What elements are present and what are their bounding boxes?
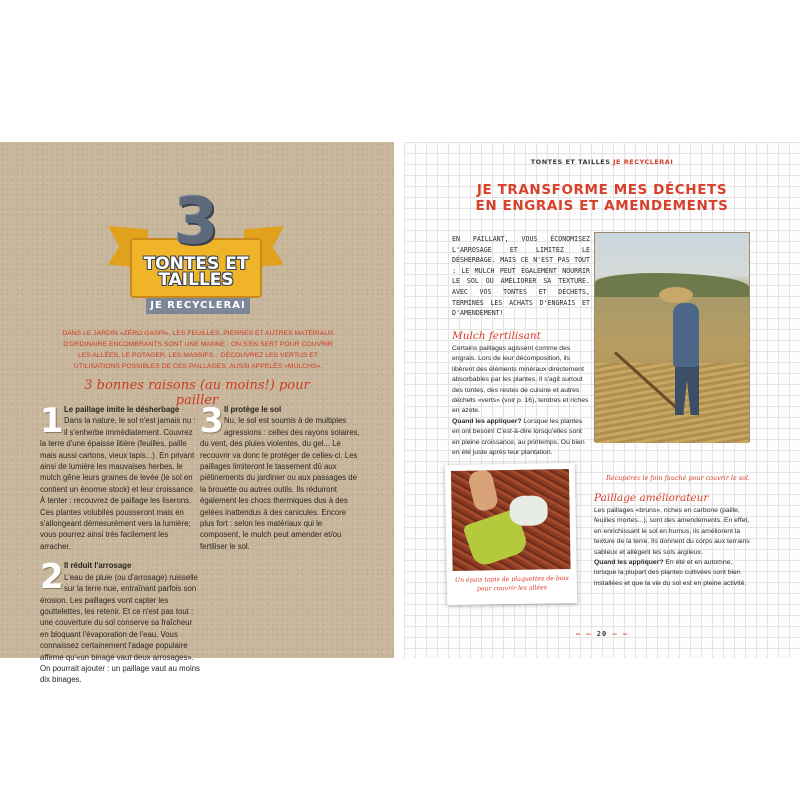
reason-text: Dans la nature, le sol n'est jamais nu : il s'enherbe immédiatement. Couvrez la terre d'une épaisse litière (feuilles, paille mais aussi cartons, vieux tapis...). En privant ainsi de lumière les mauvaises herbes, le mulch gêne leurs graines de levée (le sol en contient un énorme stock) et leur croissance. À tenter : recouvrez de paillage les liserons. Ces plantes volubiles pousseront mais en s'allongeant démesurément vers la lumière; vous pourrez ainsi très facilement les arracher. [40,416,196,551]
wood-chips-photo [451,469,571,571]
mulch-fertilisant-when-text: Lorsque les plantes en ont besoin! C'est-à-dire lorsqu'elles sont en pleine croissance, au printemps. Ou bien en été juste après leur plantation. [452,417,585,457]
paillage-ameliorateur-when-text: En été et en automne, lorsque la plupart des plantes cultivées sont bien installées et que la vie du sol est en pleine activité. [594,559,747,587]
intro-paragraph: DANS LE JARDIN «ZÉRO GASPI», LES FEUILLES, PIERRES ET AUTRES MATÉRIAUX D'ORDINAIRE ENCOMBRANTS SONT UNE MANNE : ON S'EN SERT POUR COUVRIR LES ALLÉES, LE POTAGER, LES MASSIFS... DÉCOUVREZ LES VERTUS ET UTILISATIONS POSSIBLES DE CES PAILLAGES, AUSSI APPELÉS «MULCHS». [62,330,334,370]
farmer-photo-caption: Récupérez le foin fauché pour couvrir le sol. [606,474,750,482]
section-heading-paillage-ameliorateur: Paillage améliorateur [594,492,709,504]
farmer-raking-photo [594,232,750,442]
section-text-paillage-ameliorateur [594,506,750,589]
page-title-line2: EN ENGRAIS ET AMENDEMENTS [475,198,729,214]
running-header [522,158,682,166]
reason-item [40,401,200,552]
reason-number: 1 [40,401,64,441]
page-number-ticks-right: — — [612,630,629,638]
chapter-badge: JE RECYCLERAI [146,298,250,314]
reason-heading: Il protège le sol [224,405,282,414]
section-heading-mulch-fertilisant: Mulch fertilisant [452,330,541,342]
page-title-line1: JE TRANSFORME MES DÉCHETS [476,182,728,198]
reason-heading: Il réduit l'arrosage [64,561,132,571]
running-header-text: TONTES ET TAILLES [530,158,611,166]
page-number-ticks-left: — — [575,630,592,638]
page-number-value: 20 [596,630,608,638]
reasons-heading: 3 bonnes raisons (au moins!) pour pailler [84,378,310,408]
paillage-ameliorateur-when-label: Quand les appliquer? [594,559,664,567]
chapter-title-line1: TONTES ET [143,254,249,274]
section-text-mulch-fertilisant [452,344,590,458]
reason-item [200,401,360,552]
wood-chips-polaroid [445,463,577,605]
left-column-1 [40,401,200,694]
reason-number: 2 [40,557,64,598]
mulch-fertilisant-when-label: Quand les appliquer? [452,417,522,425]
mulch-fertilisant-text: Certains paillages agissent comme des engrais. Lors de leur décomposition, ils libèrent des éléments minéraux directement absorbables par les plantes. Il s'agit surtout des tontes, des restes de cuisine et autres déchets «verts» (voir p. 16), tendres et riches en azote. [452,345,589,415]
page-number [566,630,638,638]
paillage-ameliorateur-text: Les paillages «bruns», riches en carbone (paille, feuilles mortes...), sont des amendements. En effet, en enrichissant le sol en humus, ils améliorent la texture de la terre. Ils donnent du corps aux terrains sableux et allègent les sols argileux. [594,507,750,556]
chapter-title-line2: TAILLES [158,270,234,290]
reason-number: 3 [200,401,224,441]
chapter-emblem [90,185,302,320]
reason-heading: Le paillage imite le désherbage [64,405,180,414]
lead-paragraph: EN PAILLANT, VOUS ÉCONOMISEZ L'ARROSAGE ET LIMITEZ LE DÉSHERBAGE. MAIS CE N'EST PAS TOUT : LE MULCH PEUT ÉGALEMENT NOURRIR LE SOL OU AMÉLIORER SA TEXTURE. AVEC VOS TONTES ET DÉCHETS, TERMINÉS LES ACHATS D'ENGRAIS ET D'AMENDEMENT! [452,235,590,318]
reason-text: L'eau de pluie (ou d'arrosage) ruisselle sur la terre nue, entraînant parfois son érosion. Les paillages vont capter les gouttelettes, les retenir. Et ce n'est pas tout : une couverture du sol conserve sa fraîcheur en bloquant l'évaporation de l'eau. Vous connaissez certainement l'adage populaire affirme qu'«un binage vaut deux arrosages». On pourrait ajouter : un paillage vaut au moins dix binages. [40,572,200,685]
chapter-number: 3 [173,185,219,259]
reason-item [40,557,200,685]
left-column-2 [200,401,360,560]
running-header-accent: JE RECYCLERAI [613,158,674,166]
reason-text: Nu, le sol est soumis à de multiples agressions : celles des rayons solaires, du vent, des pluies violentes, du gel... Le recouvrir va donc le protéger de celles-ci. Les paillages limiteront le tassement dû aux piétinements du jardinier ou aux passages de la brouette ou autres outils. Ils réduiront également les chocs thermiques dus à des gelées inattendus à des canicules. Encore plus fort : selon les matériaux qui le composent, le mulch peut amender et/ou fertiliser le sol. [200,416,360,551]
left-page [0,142,394,685]
right-page [404,142,800,658]
wood-chips-caption: Un épais tapis de plaquettes de bois pour couvrir les allées [454,574,569,593]
chapter-title [130,256,262,288]
page-title [430,182,774,214]
